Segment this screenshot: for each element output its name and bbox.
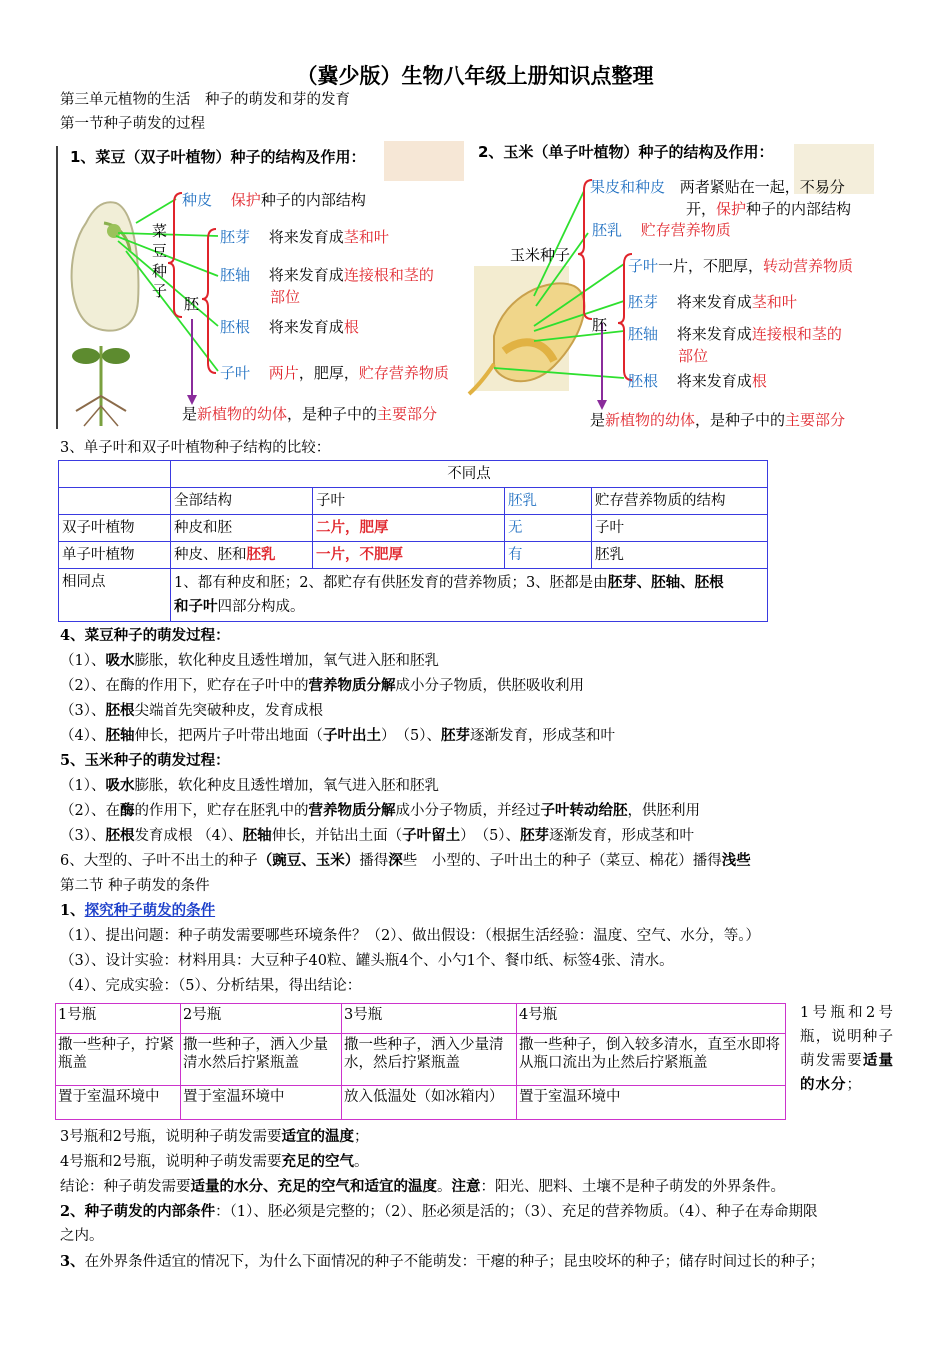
- bean-step-1: （1）、吸水膨胀，软化种皮且透性增加，氧气进入胚和胚乳: [60, 652, 439, 669]
- table-row: 置于室温环境中 置于室温环境中 放入低温处（如冰箱内） 置于室温环境中: [56, 1086, 786, 1120]
- corn-step-3: （3）、胚根发育成根 （4）、胚轴伸长，并钻出土面（子叶留土） （5）、胚芽逐渐发育，形成茎和叶: [60, 827, 695, 844]
- col-ziye: 子叶: [313, 488, 505, 515]
- bean-row-peizhou: 胚轴 将来发育成连接根和茎的 部位: [220, 266, 434, 306]
- table-row: 双子叶植物 种皮和胚 二片，肥厚 无 子叶: [59, 515, 768, 542]
- corn-step-2: （2）、在酶的作用下，贮存在胚乳中的营养物质分解成小分子物质，并经过子叶转动给胚，供胚利用: [60, 802, 700, 819]
- experiment-step-4: （4）、完成实验：（5）、分析结果，得出结论：: [60, 978, 362, 994]
- corn-seed-figure: [464, 136, 884, 431]
- bottle-experiment-table: [55, 1003, 786, 1120]
- bean-step-2: （2）、在酶的作用下，贮存在子叶中的营养物质分解成小分子物质，供胚吸收利用: [60, 677, 584, 694]
- corn-row-peiya: 胚芽 将来发育成茎和叶: [628, 293, 797, 311]
- section-heading-2: 第二节 种子萌发的条件: [60, 878, 210, 894]
- bean-seed-figure: [56, 141, 466, 431]
- table-row: 1号瓶 2号瓶 3号瓶 4号瓶: [56, 1004, 786, 1034]
- bean-step-3: （3）、胚根尖端首先突破种皮，发育成根: [60, 702, 323, 719]
- table-row: 撒一些种子，拧紧瓶盖 撒一些种子，洒入少量清水然后拧紧瓶盖 撒一些种子，洒入少量清水，然后拧紧瓶盖 撒一些种子，倒入较多清水，直至水即将从瓶口流出为止然后拧紧瓶盖: [56, 1034, 786, 1086]
- experiment-step-3: （3）、设计实验：材料用具：大豆种子40粒、罐头瓶4个、小勺1个、餐巾纸、标签4张、清水。: [60, 953, 674, 969]
- section-heading-1: 第一节种子萌发的过程: [60, 116, 205, 132]
- bean-germination-heading: 4、菜豆种子的萌发过程：: [60, 627, 230, 644]
- bean-row-peigen: 胚根 将来发育成根: [220, 318, 359, 336]
- corn-row-peiru: 胚乳 贮存营养物质: [592, 221, 731, 239]
- bean-step-4: （4）、胚轴伸长，把两片子叶带出地面（子叶出土） （5）、胚芽逐渐发育，形成茎和叶: [60, 727, 615, 744]
- row-monocot: 单子叶植物: [59, 542, 171, 569]
- corn-row-peizhou: 胚轴 将来发育成连接根和茎的 部位: [628, 325, 842, 365]
- conclusion-summary: 结论：种子萌发需要适量的水分、充足的空气和适宜的温度。注意：阳光、肥料、土壤不是种子萌发的外界条件。: [60, 1178, 785, 1195]
- corn-step-1: （1）、吸水膨胀，软化种皮且透性增加，氧气进入胚和胚乳: [60, 777, 439, 794]
- corn-row-peigen: 胚根 将来发育成根: [628, 372, 767, 390]
- bean-row-peiya: 胚芽 将来发育成茎和叶: [220, 228, 389, 246]
- corn-seed-label: 玉米种子: [510, 246, 571, 264]
- conclusion-air: 4号瓶和2号瓶，说明种子萌发需要充足的空气。: [60, 1153, 369, 1170]
- col-store: 贮存营养物质的结构: [592, 488, 768, 515]
- explore-heading: 1、探究种子萌发的条件: [60, 902, 216, 919]
- table-row: 单子叶植物 种皮、胚和胚乳 一片，不肥厚 有 胚乳: [59, 542, 768, 569]
- table-row: 相同点 1、都有种皮和胚；2、都贮存有供胚发育的营养物质；3、胚都是由胚芽、胚轴、胚根 和子叶四部分构成。: [59, 569, 768, 622]
- bean-embryo-label: 胚: [184, 295, 200, 313]
- conclusion-temperature: 3号瓶和2号瓶，说明种子萌发需要适宜的温度；: [60, 1128, 369, 1145]
- col-peiru: 胚乳: [505, 488, 592, 515]
- corn-row-guopi: 果皮和种皮 两者紧贴在一起，不易分 开，保护种子的内部结构: [590, 178, 852, 218]
- bean-bottom-note: 是新植物的幼体，是种子中的主要部分: [182, 405, 438, 423]
- row-same: 相同点: [59, 569, 171, 622]
- corn-bottom-note: 是新植物的幼体，是种子中的主要部分: [590, 411, 846, 429]
- sowing-depth-line: 6、大型的、子叶不出土的种子（豌豆、玉米）播得深些 小型的、子叶出土的种子（菜豆、棉花）播得浅些: [60, 852, 751, 869]
- explore-link[interactable]: 探究种子萌发的条件: [84, 902, 216, 919]
- bean-seed-label: 菜 豆 种 子: [152, 222, 168, 300]
- experiment-step-1: （1）、提出问题：种子萌发需要哪些环境条件？（2）、做出假设：（根据生活经验：温度、空气、水分，等。）: [60, 928, 760, 944]
- side-note: 1号瓶和2号瓶，说明种子萌发需要适量的水分；: [800, 1005, 895, 1093]
- diff-header: 不同点: [171, 461, 768, 488]
- corn-embryo-label: 胚: [592, 316, 608, 334]
- internal-conditions: 2、种子萌发的内部条件：（1）、胚必须是完整的；（2）、胚必须是活的；（3）、充足的营养物质。（4）、种子在寿命期限 之内。: [60, 1203, 818, 1244]
- compare-heading: 3、单子叶和双子叶植物种子结构的比较：: [60, 440, 331, 456]
- unit-line: 第三单元植物的生活 种子的萌发和芽的发育: [60, 92, 350, 108]
- bean-row-zhongpi: 种皮 保护种子的内部结构: [182, 191, 366, 209]
- corn-heading: 2、玉米（单子叶植物）种子的结构及作用：: [478, 143, 774, 161]
- corn-row-ziye: 子叶一片，不肥厚，转动营养物质: [628, 257, 854, 275]
- bean-heading: 1、菜豆（双子叶植物）种子的结构及作用：: [70, 148, 366, 166]
- page-title: （冀少版）生物八年级上册知识点整理: [296, 64, 654, 88]
- comparison-table: [58, 460, 768, 622]
- question-line: 3、在外界条件适宜的情况下，为什么下面情况的种子不能萌发：干瘪的种子；昆虫咬坏的种子；储存时间过长的种子；: [60, 1253, 825, 1270]
- bean-row-ziye: 子叶 两片，肥厚，贮存营养物质: [220, 364, 449, 382]
- row-dicot: 双子叶植物: [59, 515, 171, 542]
- corn-germination-heading: 5、玉米种子的萌发过程：: [60, 752, 230, 769]
- col-all: 全部结构: [171, 488, 313, 515]
